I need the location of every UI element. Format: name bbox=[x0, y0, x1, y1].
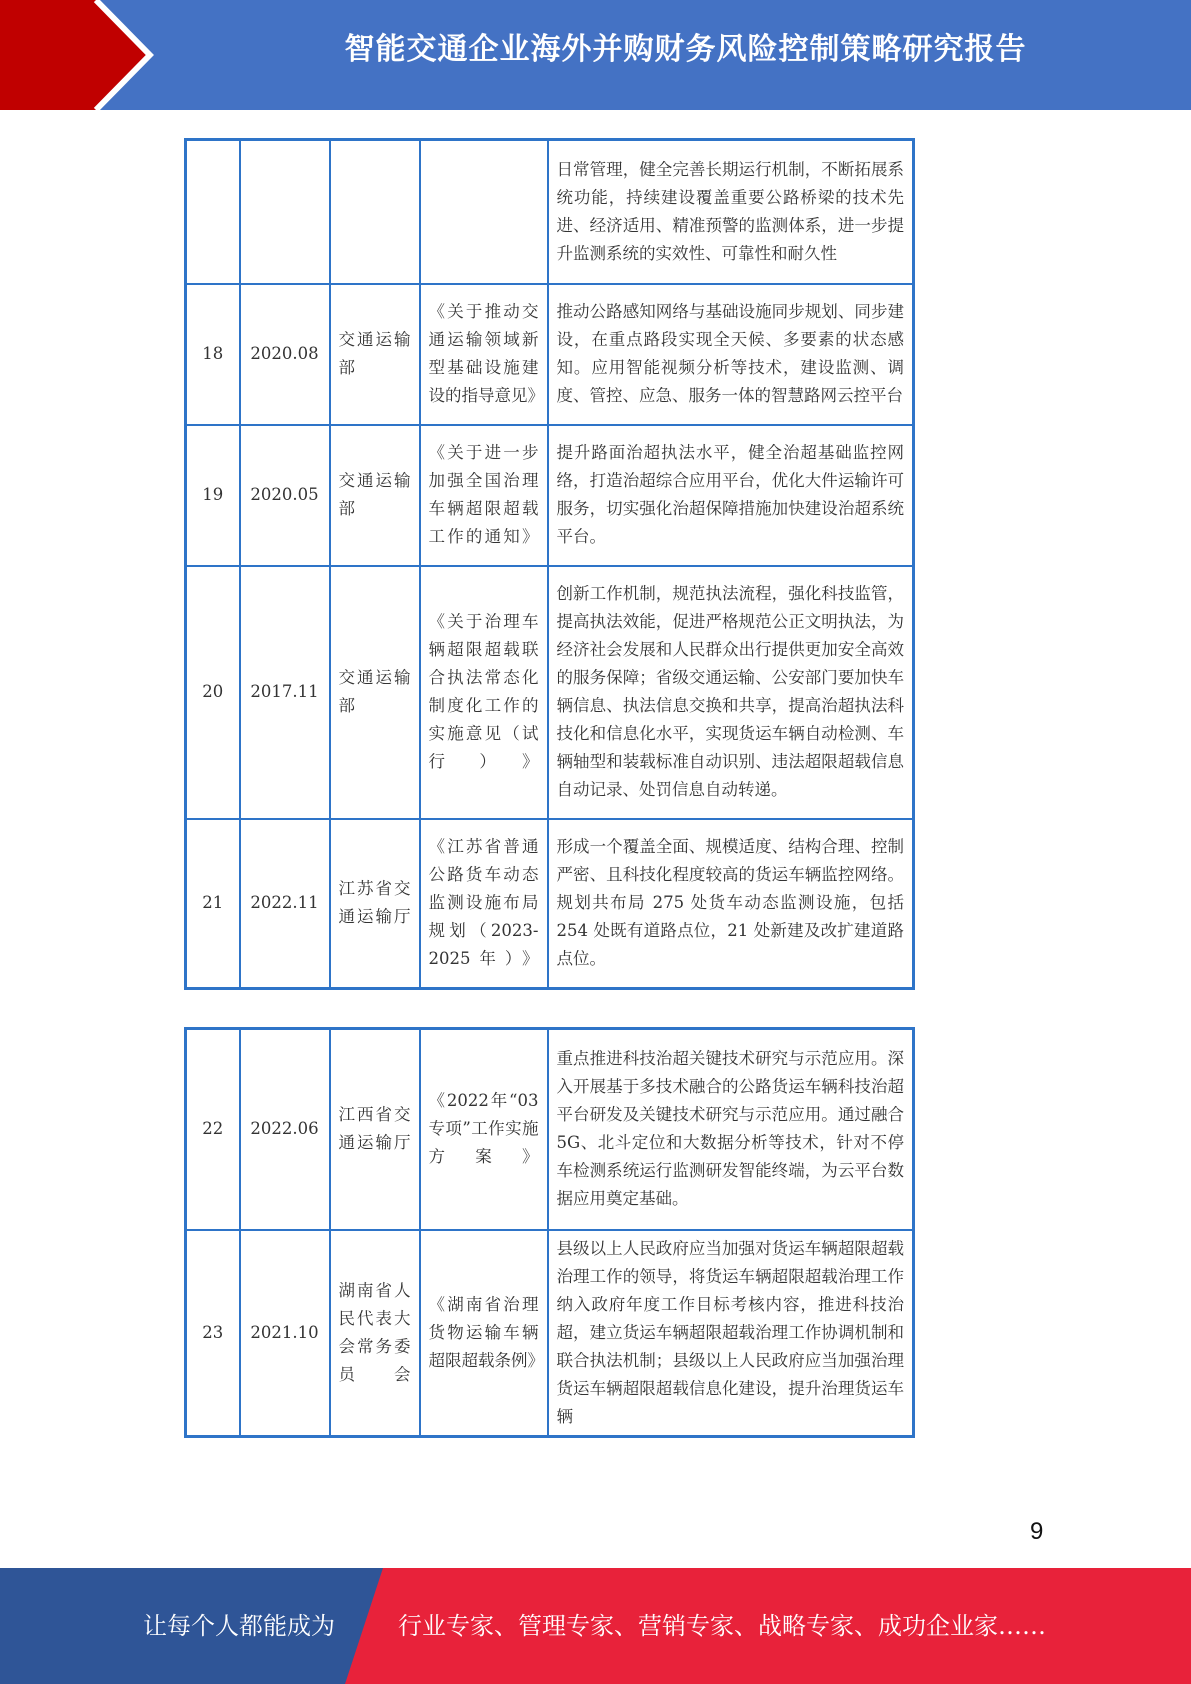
table-row bbox=[186, 140, 914, 284]
row-number: 21 bbox=[186, 819, 240, 989]
row-department: 交通运输部 bbox=[330, 284, 420, 425]
row-number bbox=[186, 140, 240, 284]
table-row bbox=[186, 1029, 914, 1230]
row-document-title: 《关于进一步加强全国治理车辆超限超载工作的通知》 bbox=[420, 425, 548, 566]
table-row bbox=[186, 425, 914, 566]
table-row bbox=[186, 566, 914, 819]
row-date bbox=[240, 140, 330, 284]
row-date: 2020.05 bbox=[240, 425, 330, 566]
row-number: 22 bbox=[186, 1029, 240, 1230]
row-document-title: 《关于治理车辆超限超载联合执法常态化制度化工作的实施意见（试行）》 bbox=[420, 566, 548, 819]
row-document-title: 《2022年“03专项”工作实施方案》 bbox=[420, 1029, 548, 1230]
row-date: 2022.06 bbox=[240, 1029, 330, 1230]
row-department: 江西省交通运输厅 bbox=[330, 1029, 420, 1230]
row-number: 18 bbox=[186, 284, 240, 425]
page-number: 9 bbox=[1030, 1518, 1044, 1545]
row-content: 推动公路感知网络与基础设施同步规划、同步建设，在重点路段实现全天候、多要素的状态感知。应用智能视频分析等技术，建设监测、调度、管控、应急、服务一体的智慧路网云控平台 bbox=[548, 284, 914, 425]
page-header bbox=[0, 0, 1191, 110]
footer-slogan-left: 让每个人都能成为 bbox=[143, 1612, 335, 1640]
policy-table-2 bbox=[184, 1027, 915, 1438]
row-document-title: 《关于推动交通运输领域新型基础设施建设的指导意见》 bbox=[420, 284, 548, 425]
row-date: 2022.11 bbox=[240, 819, 330, 989]
table-row bbox=[186, 1230, 914, 1437]
row-document-title: 《江苏省普通公路货车动态监测设施布局规划（2023-2025年）》 bbox=[420, 819, 548, 989]
policy-table-1 bbox=[184, 138, 915, 990]
row-document-title: 《湖南省治理货物运输车辆超限超载条例》 bbox=[420, 1230, 548, 1437]
row-number: 20 bbox=[186, 566, 240, 819]
report-title: 智能交通企业海外并购财务风险控制策略研究报告 bbox=[344, 32, 1027, 67]
row-department: 交通运输部 bbox=[330, 425, 420, 566]
row-department bbox=[330, 140, 420, 284]
row-content: 县级以上人民政府应当加强对货运车辆超限超载治理工作的领导，将货运车辆超限超载治理工作纳入政府年度工作目标考核内容，推进科技治超，建立货运车辆超限超载治理工作协调机制和联合执法机制；县级以上人民政府应当加强治理货运车辆超限超载信息化建设，提升治理货运车辆 bbox=[548, 1230, 914, 1437]
chevron-icon bbox=[0, 0, 160, 110]
table-row bbox=[186, 284, 914, 425]
row-number: 19 bbox=[186, 425, 240, 566]
row-content: 重点推进科技治超关键技术研究与示范应用。深入开展基于多技术融合的公路货运车辆科技治超平台研发及关键技术研究与示范应用。通过融合 5G、北斗定位和大数据分析等技术，针对不停车检测系统运行监测研发智能终端，为云平台数据应用奠定基础。 bbox=[548, 1029, 914, 1230]
row-department: 江苏省交通运输厅 bbox=[330, 819, 420, 989]
row-content: 形成一个覆盖全面、规模适度、结构合理、控制严密、且科技化程度较高的货运车辆监控网络。规划共布局 275 处货车动态监测设施，包括 254 处既有道路点位，21 处新建及改扩建道路点位。 bbox=[548, 819, 914, 989]
row-department: 交通运输部 bbox=[330, 566, 420, 819]
row-content: 创新工作机制，规范执法流程，强化科技监管，提高执法效能，促进严格规范公正文明执法，为经济社会发展和人民群众出行提供更加安全高效的服务保障；省级交通运输、公安部门要加快车辆信息、执法信息交换和共享，提高治超执法科技化和信息化水平，实现货运车辆自动检测、车辆轴型和装载标准自动识别、违法超限超载信息自动记录、处罚信息自动转递。 bbox=[548, 566, 914, 819]
table-row bbox=[186, 819, 914, 989]
row-date: 2021.10 bbox=[240, 1230, 330, 1437]
row-document-title bbox=[420, 140, 548, 284]
row-date: 2020.08 bbox=[240, 284, 330, 425]
row-date: 2017.11 bbox=[240, 566, 330, 819]
row-department: 湖南省人民代表大会常务委员会 bbox=[330, 1230, 420, 1437]
row-content: 日常管理，健全完善长期运行机制，不断拓展系统功能，持续建设覆盖重要公路桥梁的技术先进、经济适用、精准预警的监测体系，进一步提升监测系统的实效性、可靠性和耐久性 bbox=[548, 140, 914, 284]
row-number: 23 bbox=[186, 1230, 240, 1437]
footer-slogan-right: 行业专家、管理专家、营销专家、战略专家、成功企业家…… bbox=[398, 1612, 1046, 1640]
page-footer bbox=[0, 1568, 1191, 1684]
row-content: 提升路面治超执法水平，健全治超基础监控网络，打造治超综合应用平台，优化大件运输许可服务，切实强化治超保障措施加快建设治超系统平台。 bbox=[548, 425, 914, 566]
